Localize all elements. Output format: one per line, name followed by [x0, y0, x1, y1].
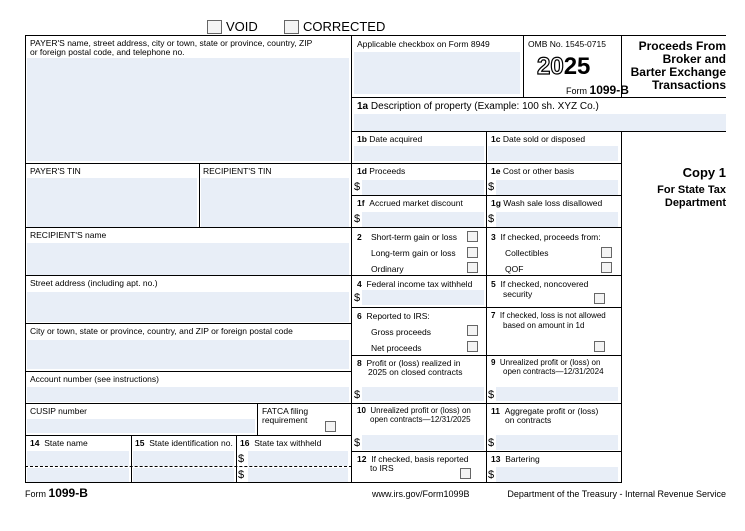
checkbox-8949-input[interactable] — [354, 52, 520, 94]
form-title-2: Broker and — [662, 52, 726, 66]
box-6-net-label: Net proceeds — [371, 343, 422, 353]
fatca-label-2: requirement — [262, 415, 308, 425]
tax-year: 2025 — [537, 53, 591, 80]
box-8-label-2: 2025 on closed contracts — [368, 367, 463, 377]
form-title-1: Proceeds From — [638, 39, 726, 53]
state-name-label: 14 State name — [30, 438, 88, 448]
box-6-net-checkbox[interactable] — [467, 341, 478, 352]
box-1b-label: 1b Date acquired — [357, 134, 423, 144]
recipient-name-label: RECIPIENT'S name — [30, 230, 107, 240]
omb-number: OMB No. 1545-0715 — [528, 39, 606, 49]
copy-sub-2: Department — [664, 197, 726, 209]
box-8-dollar: $ — [354, 389, 361, 401]
recipient-tin-input[interactable] — [201, 178, 349, 228]
box-7-label: 7 If checked, loss is not allowed — [491, 311, 606, 320]
checkbox-8949-label: Applicable checkbox on Form 8949 — [357, 39, 490, 49]
box-7-label-2: based on amount in 1d — [503, 321, 585, 330]
street-address-label: Street address (including apt. no.) — [30, 278, 158, 288]
box-2-short-term-checkbox[interactable] — [467, 231, 478, 242]
profit-loss-closed-input[interactable] — [362, 387, 484, 401]
box-6-label: 6 Reported to IRS: — [357, 311, 430, 321]
state-tax-dollar-2: $ — [238, 469, 245, 481]
corrected-label: CORRECTED — [303, 19, 386, 34]
box-2-long-term-checkbox[interactable] — [467, 247, 478, 258]
box-3-qof-label: QOF — [505, 264, 524, 274]
city-input[interactable] — [27, 340, 349, 369]
payer-tin-input[interactable] — [27, 178, 197, 228]
payer-name-label-2: or foreign postal code, and telephone no. — [30, 47, 185, 57]
form-title-3: Barter Exchange — [630, 65, 726, 79]
box-1f-dollar: $ — [354, 213, 361, 225]
box-5-label-2: security — [503, 289, 533, 299]
box-5-label: 5 If checked, noncovered — [491, 279, 589, 289]
unrealized-2025-input[interactable] — [362, 435, 484, 450]
bartering-input[interactable] — [496, 467, 618, 482]
box-8-label: 8 Profit or (loss) realized in — [357, 358, 461, 368]
state-name-input-2[interactable] — [27, 468, 129, 482]
state-id-input-2[interactable] — [133, 468, 234, 482]
box-4-label: 4 Federal income tax withheld — [357, 279, 473, 289]
city-label: City or town, state or province, country, and ZIP or foreign postal code — [30, 326, 293, 336]
payer-name-label: PAYER'S name, street address, city or town, state or province, country, ZIP — [30, 38, 313, 48]
box-3-collectibles-label: Collectibles — [505, 248, 549, 258]
box-3-qof-checkbox[interactable] — [601, 262, 612, 273]
void-checkbox[interactable] — [207, 20, 222, 34]
description-input[interactable] — [354, 114, 726, 131]
box-12-checkbox[interactable] — [460, 468, 471, 479]
box-2-num: 2 — [357, 232, 362, 242]
box-1e-dollar: $ — [488, 181, 495, 193]
box-3-label: 3 If checked, proceeds from: — [491, 232, 601, 242]
copy-sub-1: For State Tax — [657, 184, 726, 196]
state-tax-input-1[interactable] — [248, 451, 348, 466]
market-discount-input[interactable] — [362, 212, 484, 227]
cusip-label: CUSIP number — [30, 406, 88, 416]
box-7-checkbox[interactable] — [594, 341, 605, 352]
box-6-gross-label: Gross proceeds — [371, 327, 431, 337]
aggregate-profit-input[interactable] — [496, 435, 618, 450]
form-title-4: Transactions — [651, 78, 726, 92]
state-name-input-1[interactable] — [27, 451, 129, 466]
copy-title: Copy 1 — [682, 165, 726, 180]
account-number-input[interactable] — [27, 387, 349, 402]
box-1f-label: 1f Accrued market discount — [357, 198, 463, 208]
box-1c-label: 1c Date sold or disposed — [491, 134, 586, 144]
box-9-label-2: open contracts—12/31/2024 — [503, 367, 604, 376]
state-id-input-1[interactable] — [133, 451, 234, 466]
box-1e-label: 1e Cost or other basis — [491, 166, 575, 176]
wash-sale-input[interactable] — [496, 212, 618, 227]
state-tax-input-2[interactable] — [248, 468, 348, 482]
footer-department: Department of the Treasury - Internal Revenue Service — [507, 489, 726, 499]
void-label: VOID — [226, 19, 258, 34]
box-5-checkbox[interactable] — [594, 293, 605, 304]
box-11-label: 11 Aggregate profit or (loss) — [491, 406, 599, 416]
proceeds-input[interactable] — [362, 180, 484, 195]
box-6-gross-checkbox[interactable] — [467, 325, 478, 336]
box-12-label: 12 If checked, basis reported — [357, 454, 469, 464]
unrealized-2024-input[interactable] — [496, 387, 618, 401]
date-acquired-input[interactable] — [354, 146, 484, 161]
payer-name-input[interactable] — [27, 58, 349, 161]
box-2-ordinary-checkbox[interactable] — [467, 262, 478, 273]
street-address-input[interactable] — [27, 292, 349, 322]
box-2-ordinary-label: Ordinary — [371, 264, 404, 274]
date-sold-input[interactable] — [488, 146, 618, 161]
box-9-dollar: $ — [488, 389, 495, 401]
recipient-name-input[interactable] — [27, 243, 349, 276]
form-id: Form 1099-B — [566, 83, 629, 97]
state-tax-dollar-1: $ — [238, 453, 245, 465]
footer-url: www.irs.gov/Form1099B — [372, 489, 470, 499]
box-2-long-term-label: Long-term gain or loss — [371, 248, 456, 258]
box-1d-label: 1d Proceeds — [357, 166, 406, 176]
box-1a-label: 1a Description of property (Example: 100 sh. XYZ Co.) — [357, 101, 599, 112]
cusip-input[interactable] — [27, 419, 255, 433]
box-9-label: 9 Unrealized profit or (loss) on — [491, 358, 601, 367]
box-11-label-2: on contracts — [505, 415, 552, 425]
box-1g-dollar: $ — [488, 213, 495, 225]
box-2-short-term-label: Short-term gain or loss — [371, 232, 457, 242]
cost-basis-input[interactable] — [496, 180, 618, 195]
box-1g-label: 1g Wash sale loss disallowed — [491, 198, 603, 208]
state-id-label: 15 State identification no. — [135, 438, 233, 448]
fatca-checkbox[interactable] — [325, 421, 336, 432]
box-10-label: 10 Unrealized profit or (loss) on — [357, 406, 471, 415]
footer-form-id: Form 1099-B — [25, 486, 88, 500]
box-1d-dollar: $ — [354, 181, 361, 193]
payer-tin-label: PAYER'S TIN — [30, 166, 81, 176]
account-number-label: Account number (see instructions) — [30, 374, 159, 384]
box-13-label: 13 Bartering — [491, 454, 540, 464]
recipient-tin-label: RECIPIENT'S TIN — [203, 166, 272, 176]
fatca-label-1: FATCA filing — [262, 406, 309, 416]
box-10-label-2: open contracts—12/31/2025 — [370, 415, 471, 424]
box-4-dollar: $ — [354, 292, 361, 304]
box-3-collectibles-checkbox[interactable] — [601, 247, 612, 258]
box-10-dollar: $ — [354, 437, 361, 449]
corrected-checkbox[interactable] — [284, 20, 299, 34]
box-11-dollar: $ — [488, 437, 495, 449]
federal-tax-input[interactable] — [362, 290, 484, 305]
box-13-dollar: $ — [488, 469, 495, 481]
state-tax-label: 16 State tax withheld — [240, 438, 322, 448]
box-12-label-2: to IRS — [370, 463, 394, 473]
